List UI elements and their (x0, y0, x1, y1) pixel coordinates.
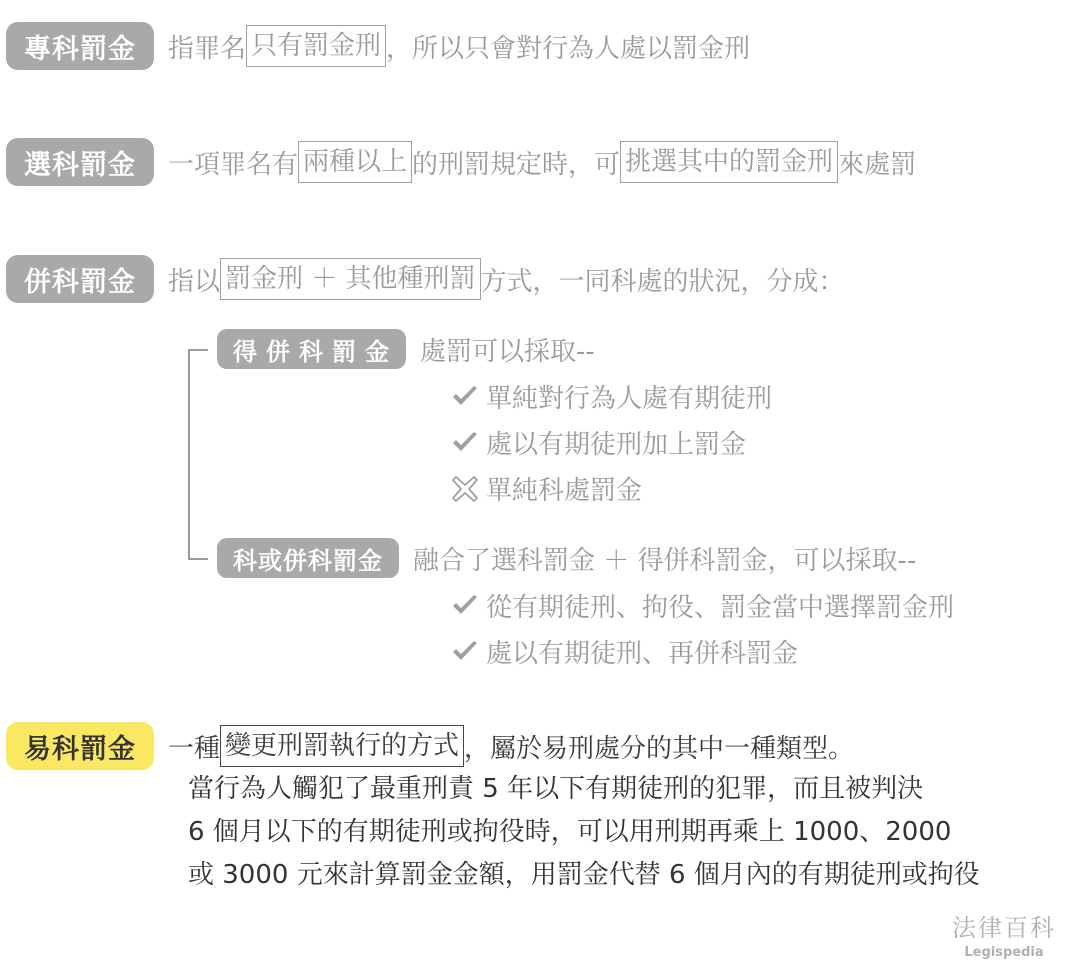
check-icon (450, 591, 480, 621)
sub-kehuobingke (217, 538, 916, 578)
boxed-term-2: 挑選其中的罰金刑 (620, 141, 838, 183)
brand-en: Legispedia (964, 945, 1044, 960)
list-item: 處以有期徒刑加上罰金 (450, 424, 746, 461)
text-post: ，所以只會對行為人處以罰金刑 (386, 33, 751, 64)
tree-bracket (188, 349, 190, 559)
text-pre: 指罪名 (168, 33, 247, 64)
tree-tick-top (188, 349, 208, 351)
boxed-term: 罰金刑 ＋ 其他種刑罰 (220, 258, 481, 300)
cross-icon (450, 474, 480, 504)
boxed-term: 變更刑罰執行的方式 (220, 725, 464, 767)
label-kehuobingke: 科或併科罰金 (217, 538, 399, 578)
text-post: 來處罰 (838, 149, 917, 180)
yike-line-1: 當行為人觸犯了最重刑責 5 年以下有期徒刑的犯罪，而且被判決 (188, 774, 924, 804)
yike-line-3: 或 3000 元來計算罰金金額，用罰金代替 6 個月內的有期徒刑或拘役 (188, 860, 980, 890)
label-bingke: 併科罰金 (6, 255, 154, 303)
check-icon (450, 428, 480, 458)
text-pre: 一種 (168, 733, 221, 764)
tree-tick-bottom (188, 558, 208, 560)
yike-line-2: 6 個月以下的有期徒刑或拘役時，可以用刑期再乘上 1000、2000 (188, 817, 952, 847)
row-bingke (6, 255, 845, 303)
text-pre: 指以 (168, 266, 221, 297)
label-yike: 易科罰金 (6, 722, 154, 770)
list-item: 處以有期徒刑、再併科罰金 (450, 633, 798, 670)
sub-desc: 融合了選科罰金 ＋ 得併科罰金，可以採取-- (413, 545, 917, 576)
row-zhuanke (6, 22, 750, 70)
sub-debingke (217, 329, 595, 369)
label-xuanke: 選科罰金 (6, 138, 154, 186)
list-item: 單純對行為人處有期徒刑 (450, 378, 772, 415)
row-xuanke (6, 138, 916, 186)
check-icon (450, 382, 480, 412)
text-post: 方式，一同科處的狀況，分成： (480, 266, 845, 297)
check-icon (450, 637, 480, 667)
sub-desc: 處罰可以採取-- (420, 336, 595, 367)
label-debingke: 得併科罰金 (217, 329, 406, 369)
label-zhuanke: 專科罰金 (6, 22, 154, 70)
brand-logo (949, 908, 1059, 960)
row-yike (6, 722, 854, 770)
brand-cn: 法律百科 (952, 914, 1056, 942)
list-item: 單純科處罰金 (450, 470, 642, 507)
text-mid: 的刑罰規定時，可 (412, 149, 621, 180)
text-pre: 一項罪名有 (168, 149, 299, 180)
boxed-term: 只有罰金刑 (246, 25, 386, 67)
boxed-term: 兩種以上 (298, 141, 412, 183)
text-post: ，屬於易刑處分的其中一種類型。 (464, 733, 855, 764)
list-item: 從有期徒刑、拘役、罰金當中選擇罰金刑 (450, 587, 954, 624)
